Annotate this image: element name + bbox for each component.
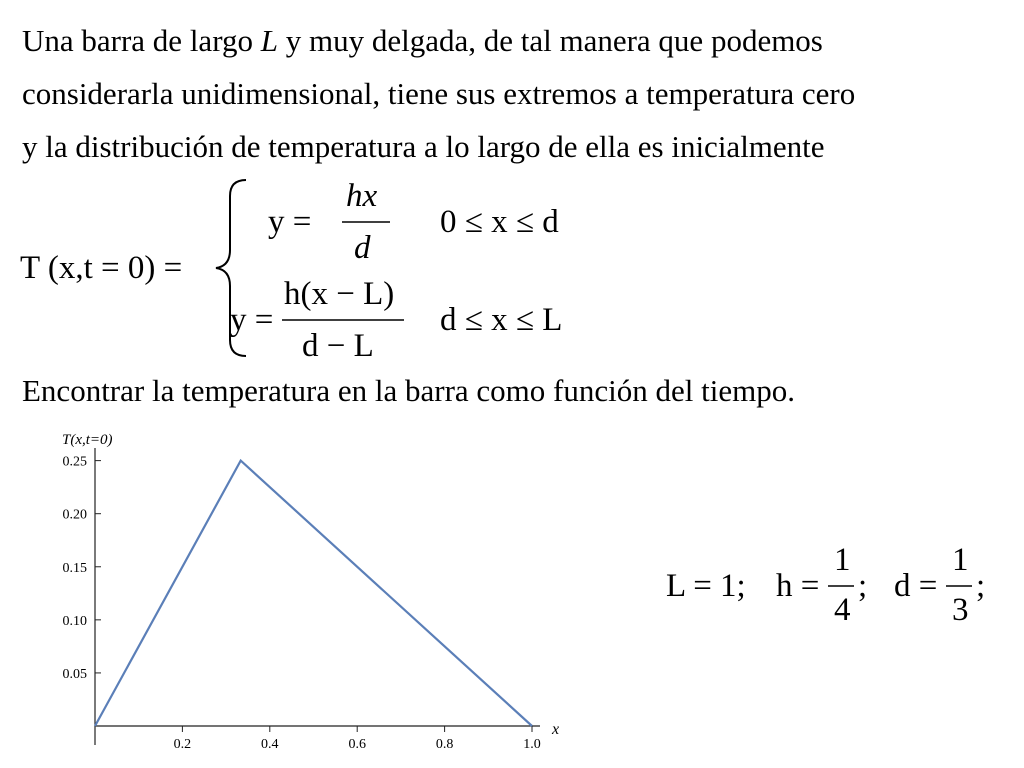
x-tick-label: 0.6 — [348, 737, 366, 752]
y-axis-label: T(x,t=0) — [62, 432, 113, 448]
svg-text:y =: y = — [230, 302, 274, 338]
svg-text:3: 3 — [952, 592, 969, 628]
svg-text:;: ; — [858, 568, 868, 604]
case-1-condition — [440, 204, 559, 240]
x-tick-label: 0.2 — [173, 737, 192, 752]
svg-text:y =: y = — [268, 204, 312, 240]
case-1-expression — [268, 178, 390, 266]
y-tick-label: 0.25 — [62, 454, 87, 470]
svg-text:h =: h = — [776, 568, 820, 604]
svg-text:;: ; — [976, 568, 986, 604]
x-tick-label: 0.4 — [261, 737, 279, 752]
x-axis-label: x — [552, 721, 560, 738]
svg-text:d: d — [354, 230, 371, 266]
case-2-expression — [230, 276, 404, 364]
svg-text:d − L: d − L — [302, 328, 374, 364]
piecewise-equation — [20, 172, 660, 364]
parameters — [660, 536, 1020, 636]
statement-line-2: considerarla unidimensional, tiene sus extremos a temperatura cero — [22, 76, 856, 111]
length-symbol: L — [260, 23, 278, 58]
x-tick-label: 1.0 — [523, 737, 541, 752]
svg-text:1: 1 — [834, 542, 851, 578]
temperature-chart — [0, 426, 600, 768]
parameter-h — [776, 542, 867, 628]
svg-text:d ≤ x ≤ L: d ≤ x ≤ L — [440, 302, 563, 338]
x-ticks — [174, 726, 541, 752]
problem-statement — [22, 14, 1012, 173]
series-line-initial-temperature — [95, 461, 532, 726]
statement-line-1: Una barra de largo L y muy delgada, de tal manera que podemos — [22, 23, 823, 58]
svg-text:0 ≤ x ≤ d: 0 ≤ x ≤ d — [440, 204, 559, 240]
statement-line-3: y la distribución de temperatura a lo largo de ella es inicialmente — [22, 129, 825, 164]
y-tick-label: 0.15 — [62, 560, 87, 576]
svg-text:1: 1 — [952, 542, 969, 578]
svg-text:T (x,t = 0) =: T (x,t = 0) = — [20, 250, 183, 286]
svg-text:h(x − L): h(x − L) — [284, 276, 395, 312]
parameter-d — [894, 542, 985, 628]
svg-text:d =: d = — [894, 568, 938, 604]
question-text: Encontrar la temperatura en la barra como función del tiempo. — [22, 373, 795, 408]
case-2-condition — [440, 302, 562, 338]
svg-text:hx: hx — [346, 178, 378, 214]
parameter-L — [666, 568, 746, 604]
equation-lhs — [20, 250, 182, 286]
x-tick-label: 0.8 — [435, 737, 454, 752]
y-tick-label: 0.05 — [62, 666, 87, 682]
y-tick-label: 0.10 — [62, 613, 87, 629]
y-tick-label: 0.20 — [62, 507, 87, 523]
svg-text:4: 4 — [834, 592, 851, 628]
svg-text:L = 1;: L = 1; — [666, 568, 746, 604]
